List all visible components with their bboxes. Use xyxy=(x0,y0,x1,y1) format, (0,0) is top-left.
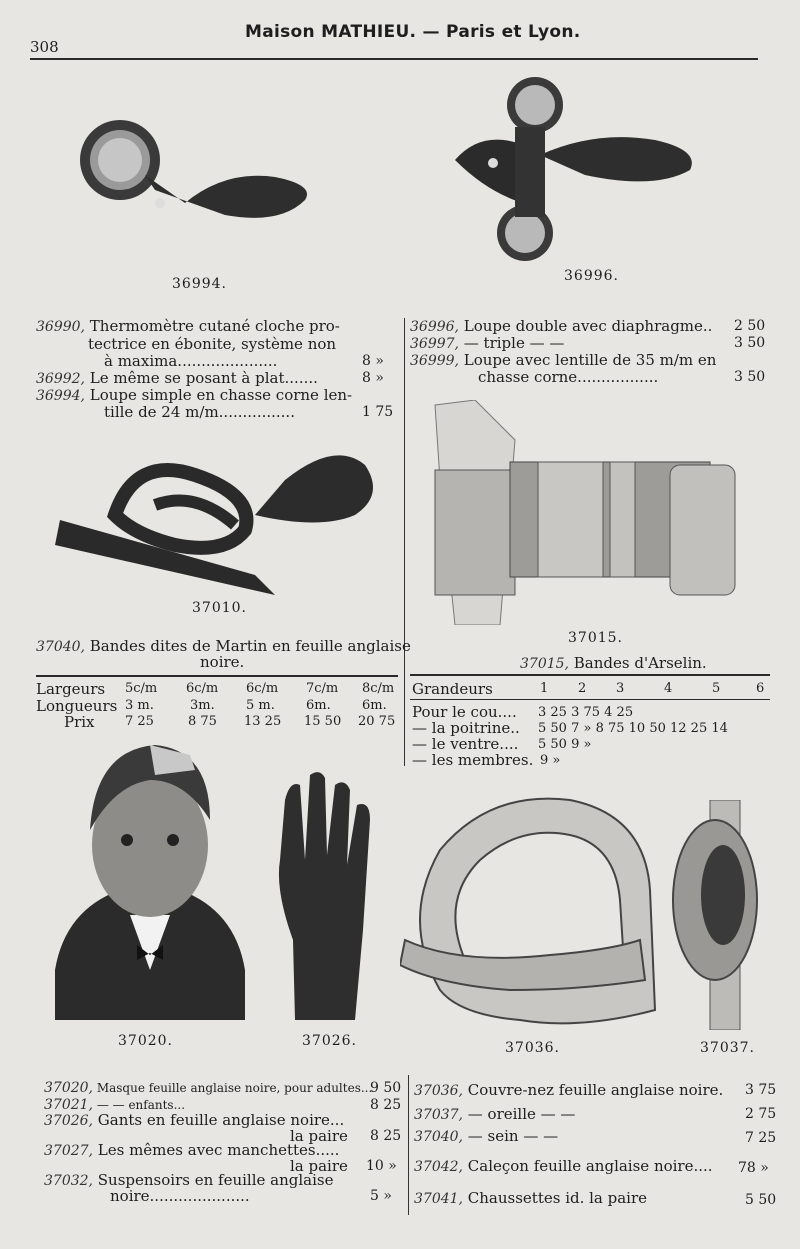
table-cell: 8 75 xyxy=(188,714,217,729)
table-cell: 5 50 7 » 8 75 10 50 12 25 14 xyxy=(538,721,728,736)
page-number: 308 xyxy=(30,38,59,56)
catalog-entry: 37036, Couvre-nez feuille anglaise noire. xyxy=(414,1081,724,1099)
page-title: Maison MATHIEU. — Paris et Lyon. xyxy=(245,22,581,42)
price: 3 50 xyxy=(734,369,766,385)
price: 8 » xyxy=(362,370,384,386)
catalog-entry: 37040, Bandes dites de Martin en feuille anglaise xyxy=(36,637,411,655)
table-cell: 5 50 9 » xyxy=(538,737,592,752)
catalog-entry: 37020, Masque feuille anglaise noire, pour adultes... xyxy=(44,1080,373,1096)
catalog-entry: 37026, Gants en feuille anglaise noire... xyxy=(44,1111,345,1129)
table-cell: 3 m. xyxy=(125,698,154,713)
catalog-entry-line: tille de 24 m/m................ xyxy=(104,403,295,421)
catalog-entry: 36997, — triple — — xyxy=(410,334,565,352)
table-header-cell: 3 xyxy=(616,681,625,696)
arselin-bandage-illustration xyxy=(420,400,740,625)
table-row-label: Prix xyxy=(64,713,95,731)
table-cell: 15 50 xyxy=(304,714,342,729)
mask-portrait-illustration xyxy=(55,740,245,1020)
price: 10 » xyxy=(366,1158,397,1174)
table-header-cell: 2 xyxy=(578,681,587,696)
magnifier-single-illustration xyxy=(75,115,320,230)
table-row-label: — la poitrine.. xyxy=(412,719,520,737)
table-rule xyxy=(410,674,770,676)
table-cell: 3m. xyxy=(190,698,215,713)
ear-cover-illustration xyxy=(665,800,765,1030)
table-row-label: — le ventre.... xyxy=(412,735,519,753)
figure-caption-37010: 37010. xyxy=(192,600,247,616)
catalog-entry: 37032, Suspensoirs en feuille anglaise xyxy=(44,1171,334,1189)
catalog-entry: 37015, Bandes d'Arselin. xyxy=(520,654,707,672)
figure-caption-36996: 36996. xyxy=(564,268,619,284)
price: 9 50 xyxy=(370,1080,402,1096)
column-divider xyxy=(408,1075,409,1215)
table-cell: 8c/m xyxy=(362,681,395,696)
price: 78 » xyxy=(738,1160,769,1176)
catalog-entry: 36992, Le même se posant à plat....... xyxy=(36,369,318,387)
table-cell: 5c/m xyxy=(125,681,158,696)
price: 7 25 xyxy=(745,1130,777,1146)
table-cell: 13 25 xyxy=(244,714,282,729)
table-rule xyxy=(36,675,398,677)
price: 3 50 xyxy=(734,335,766,351)
price: 1 75 xyxy=(362,404,394,420)
magnifier-double-illustration xyxy=(455,75,700,265)
martin-bandage-illustration xyxy=(55,435,385,600)
figure-caption-37015: 37015. xyxy=(568,630,623,646)
catalog-entry-line: tectrice en ébonite, système non xyxy=(88,335,337,353)
figure-caption-37026: 37026. xyxy=(302,1033,357,1049)
figure-caption-37037: 37037. xyxy=(700,1040,755,1056)
catalog-entry: 37042, Caleçon feuille anglaise noire.... xyxy=(414,1157,713,1175)
table-cell: 20 75 xyxy=(358,714,396,729)
catalog-entry-line: la paire xyxy=(290,1157,348,1175)
table-header-cell: 6 xyxy=(756,681,765,696)
catalog-entry: 36994, Loupe simple en chasse corne len- xyxy=(36,386,353,404)
column-divider xyxy=(404,318,405,766)
table-cell: 6m. xyxy=(362,698,387,713)
price: 2 75 xyxy=(745,1106,777,1122)
glove-illustration xyxy=(275,770,375,1020)
table-row-label: Longueurs xyxy=(36,697,118,715)
table-cell: 9 » xyxy=(540,753,561,768)
table-cell: 5 m. xyxy=(246,698,275,713)
catalog-entry: 36990, Thermomètre cutané cloche pro- xyxy=(36,317,340,335)
table-header-cell: 4 xyxy=(664,681,673,696)
catalog-entry: 36996, Loupe double avec diaphragme.. xyxy=(410,317,713,335)
catalog-entry: 37021, — — enfants... xyxy=(44,1097,186,1113)
table-cell: 7 25 xyxy=(125,714,154,729)
catalog-entry: 37027, Les mêmes avec manchettes..... xyxy=(44,1141,340,1159)
table-row-label: Largeurs xyxy=(36,680,106,698)
price: 8 » xyxy=(362,353,384,369)
header-rule xyxy=(30,58,758,60)
catalog-entry-line: noire. xyxy=(200,653,245,671)
table-cell: 6c/m xyxy=(246,681,279,696)
table-header-cell: 1 xyxy=(540,681,549,696)
price: 5 50 xyxy=(745,1192,777,1208)
price: 2 50 xyxy=(734,318,766,334)
price: 8 25 xyxy=(370,1128,402,1144)
nose-cover-illustration xyxy=(400,790,660,1030)
figure-caption-37036: 37036. xyxy=(505,1040,560,1056)
table-cell: 3 25 3 75 4 25 xyxy=(538,705,634,720)
price: 8 25 xyxy=(370,1097,402,1113)
price: 3 75 xyxy=(745,1082,777,1098)
table-header-cell: 5 xyxy=(712,681,721,696)
table-cell: 6c/m xyxy=(186,681,219,696)
catalog-entry-line: à maxima..................... xyxy=(104,352,278,370)
catalog-entry-line: noire..................... xyxy=(110,1187,250,1205)
table-header-label: Grandeurs xyxy=(412,680,493,698)
table-cell: 6m. xyxy=(306,698,331,713)
figure-caption-37020: 37020. xyxy=(118,1033,173,1049)
catalog-entry: 37040, — sein — — xyxy=(414,1127,559,1145)
table-row-label: — les membres. xyxy=(412,751,534,769)
catalog-entry: 37041, Chaussettes id. la paire xyxy=(414,1189,648,1207)
catalog-entry: 36999, Loupe avec lentille de 35 m/m en xyxy=(410,351,717,369)
catalog-entry-line: chasse corne................. xyxy=(478,368,659,386)
price: 5 » xyxy=(370,1188,392,1204)
table-cell: 7c/m xyxy=(306,681,339,696)
catalog-entry: 37037, — oreille — — xyxy=(414,1105,576,1123)
figure-caption-36994: 36994. xyxy=(172,276,227,292)
table-rule xyxy=(410,699,770,700)
table-row-label: Pour le cou.... xyxy=(412,703,517,721)
catalog-entry-line: la paire xyxy=(290,1127,348,1145)
